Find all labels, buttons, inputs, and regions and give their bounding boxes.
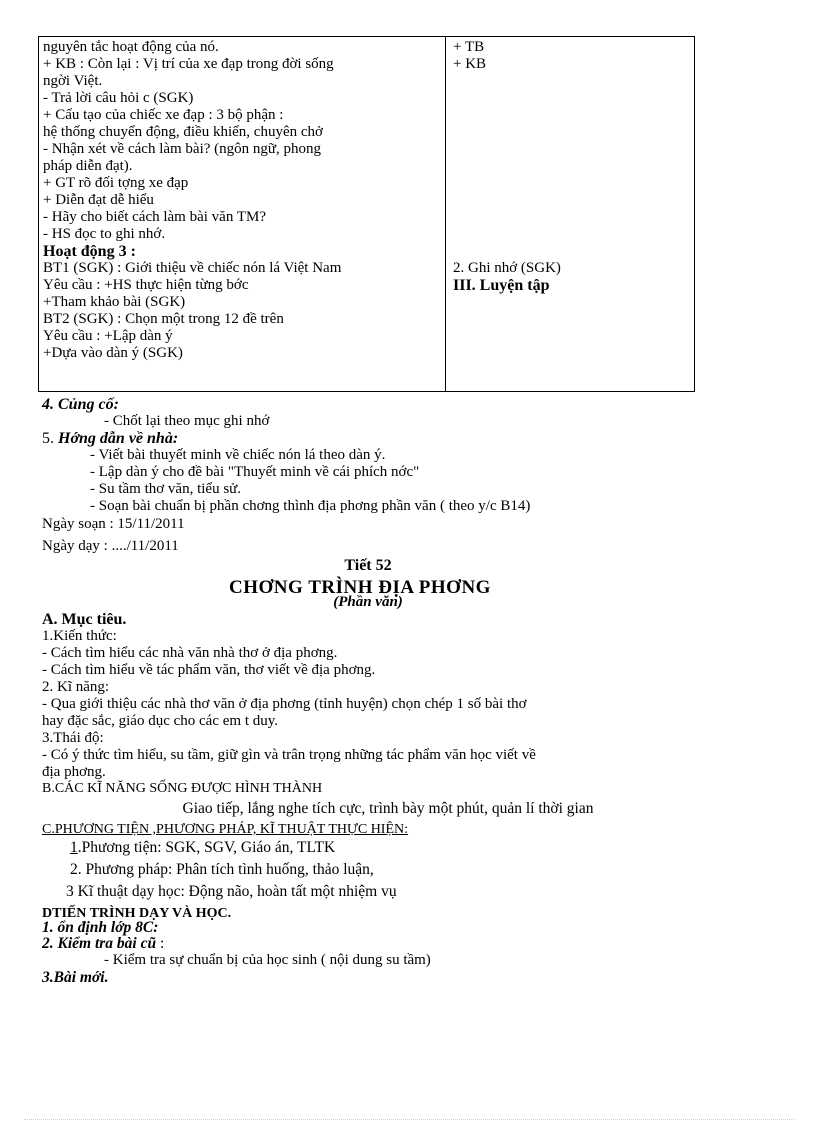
text-line: - Qua giới thiệu các nhà thơ văn ở địa phơng (tỉnh huyện) chọn chép 1 số bài thơ [42, 696, 527, 712]
huong-dan-title: Hớng dẫn về nhà: [58, 430, 179, 447]
table-line: - HS đọc to ghi nhớ. [43, 226, 166, 242]
table-line: Yêu cầu : +Lập dàn ý [43, 328, 173, 344]
text-line: - Có ý thức tìm hiểu, su tầm, giữ gìn và trân trọng những tác phẩm văn học viết về [42, 747, 536, 763]
phuong-tien-item-2: 2. Phương pháp: Phân tích tình huống, thảo luận, [70, 861, 374, 878]
table-left-column [43, 39, 441, 362]
kiem-tra-heading [42, 935, 164, 952]
on-dinh-lop: 1. ổn định lớp 8C: [42, 919, 159, 936]
kiem-tra-title: 2. Kiểm tra bài cũ [42, 935, 157, 952]
table-line: +Tham khảo bài (SGK) [43, 294, 186, 310]
text-line: 2. Kĩ năng: [42, 679, 110, 695]
ngay-soan: Ngày soạn : 15/11/2011 [42, 516, 185, 532]
table-line: hệ thống chuyển động, điều khiển, chuyên chở [43, 124, 323, 140]
text-line: địa phơng. [42, 764, 106, 780]
column-divider [445, 37, 446, 391]
text-line: hay đặc sắc, giáo dục cho các em t duy. [42, 713, 279, 729]
bai-moi-heading: 3.Bài mới. [42, 969, 109, 986]
ki-nang-line: Giao tiếp, lắng nghe tích cực, trình bày một phút, quản lí thời gian [182, 800, 594, 817]
table-line: + KB : Còn lại : Vị trí của xe đạp trong đời sống [43, 56, 334, 72]
huong-dan-heading [42, 430, 178, 447]
phuong-tien-item-1 [70, 839, 335, 856]
huong-dan-item: - Su tầm thơ văn, tiểu sử. [90, 481, 242, 497]
text-line: 3.Thái độ: [42, 730, 104, 746]
muc-tieu-block [42, 628, 702, 781]
table-line: + GT rõ đối tợng xe đạp [43, 175, 189, 191]
cung-co-heading: 4. Củng cố: [42, 396, 119, 413]
muc-tieu-heading: A. Mục tiêu. [42, 611, 127, 628]
tien-trinh-heading: DTIẾN TRÌNH DẠY VÀ HỌC. [42, 906, 232, 921]
phuong-tien-item-3: 3 Kĩ thuật dạy học: Động não, hoàn tất một nhiệm vụ [66, 883, 397, 900]
table-line: - Trả lời câu hỏi c (SGK) [43, 90, 194, 106]
lesson-table [38, 36, 695, 392]
table-line: BT2 (SGK) : Chọn một trong 12 đề trên [43, 311, 284, 327]
item-text: .Phương tiện: SGK, SGV, Giáo án, TLTK [77, 839, 336, 856]
activity-heading: Hoạt động 3 : [43, 243, 136, 260]
table-line: BT1 (SGK) : Giới thiệu về chiếc nón lá Việt Nam [43, 260, 342, 276]
table-line: 2. Ghi nhớ (SGK) [453, 260, 561, 276]
table-line: pháp diễn đạt). [43, 158, 133, 174]
table-line: + Cấu tạo của chiếc xe đạp : 3 bộ phận : [43, 107, 284, 123]
huong-dan-item: - Viết bài thuyết minh về chiếc nón lá theo dàn ý. [90, 447, 386, 463]
item-number: 1 [70, 839, 78, 856]
table-line: + TB [453, 39, 485, 55]
lesson-number: Tiết 52 [344, 557, 392, 574]
lesson-subtitle: (Phần văn) [333, 594, 403, 610]
table-line: nguyên tắc hoạt động của nó. [43, 39, 219, 55]
cung-co-line: - Chốt lại theo mục ghi nhớ [104, 413, 270, 429]
text-line: - Cách tìm hiểu các nhà văn nhà thơ ở địa phơng. [42, 645, 338, 661]
table-line: - Hãy cho biết cách làm bài văn TM? [43, 209, 266, 225]
ngay-day: Ngày dạy : ..../11/2011 [42, 538, 179, 554]
table-line: - Nhận xét về cách làm bài? (ngôn ngữ, phong [43, 141, 322, 157]
table-line: Yêu cầu : +HS thực hiện từng bớc [43, 277, 249, 293]
table-line: + KB [453, 56, 487, 72]
text-line: - Cách tìm hiểu về tác phẩm văn, thơ viết về địa phơng. [42, 662, 376, 678]
huong-dan-item: - Soạn bài chuẩn bị phần chơng thình địa phơng phần văn ( theo y/c B14) [90, 498, 531, 514]
ki-nang-heading: B.CÁC KĨ NĂNG SỐNG ĐƯỢC HÌNH THÀNH [42, 781, 323, 796]
kiem-tra-colon: : [156, 935, 165, 952]
lesson-title: CHƠNG TRÌNH ĐỊA PHƠNG [229, 577, 491, 598]
phuong-tien-heading: C.PHƯƠNG TIỆN ,PHƯƠNG PHÁP, KĨ THUẬT THỰC HIỆN: [42, 822, 409, 837]
table-right-column [453, 39, 691, 294]
table-line: +Dựa vào dàn ý (SGK) [43, 345, 183, 361]
table-line: ngời Việt. [43, 73, 103, 89]
table-line: + Diễn đạt dễ hiểu [43, 192, 154, 208]
section-heading: III. Luyện tập [453, 277, 550, 294]
huong-dan-item: - Lập dàn ý cho đề bài "Thuyết minh về cái phích nớc" [90, 464, 420, 480]
page-bottom-dotted-line [24, 1119, 794, 1120]
huong-dan-number: 5. [42, 430, 58, 447]
text-line: 1.Kiến thức: [42, 628, 117, 644]
kiem-tra-line: - Kiểm tra sự chuẩn bị của học sinh ( nội dung su tầm) [104, 952, 431, 968]
